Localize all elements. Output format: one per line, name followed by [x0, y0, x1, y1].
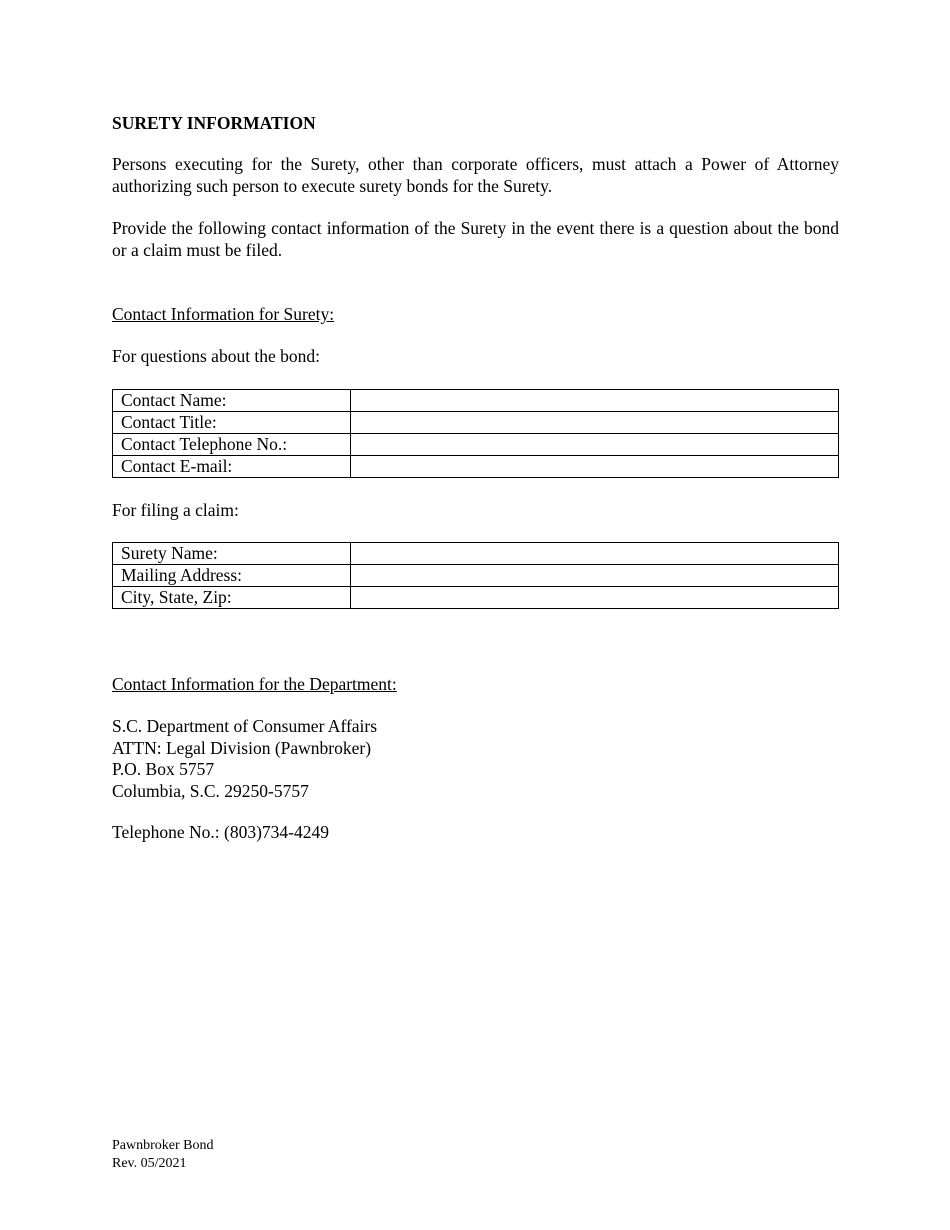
footer-form-name: Pawnbroker Bond: [112, 1138, 214, 1153]
contact-title-label: Contact Title:: [113, 412, 351, 434]
mailing-address-label: Mailing Address:: [113, 565, 351, 587]
claim-label: For filing a claim:: [112, 500, 239, 520]
department-contact-title: Contact Information for the Department:: [112, 674, 397, 694]
claim-filing-table: [112, 542, 839, 609]
contact-name-label: Contact Name:: [113, 390, 351, 412]
department-telephone: Telephone No.: (803)734-4249: [112, 822, 329, 842]
surety-name-label: Surety Name:: [113, 543, 351, 565]
bond-questions-table: [112, 389, 839, 478]
surety-name-field[interactable]: [351, 543, 839, 565]
surety-contact-title: Contact Information for Surety:: [112, 304, 335, 324]
table-row: [113, 456, 839, 478]
mailing-address-field[interactable]: [351, 565, 839, 587]
provide-info-paragraph: Provide the following contact information of the Surety in the event there is a question about the bond or a claim must be filed.: [112, 218, 839, 260]
table-row: [113, 434, 839, 456]
contact-name-field[interactable]: [351, 390, 839, 412]
contact-telephone-label: Contact Telephone No.:: [113, 434, 351, 456]
address-line: S.C. Department of Consumer Affairs: [112, 716, 378, 736]
contact-email-label: Contact E-mail:: [113, 456, 351, 478]
contact-telephone-field[interactable]: [351, 434, 839, 456]
footer-revision: Rev. 05/2021: [112, 1156, 187, 1171]
table-row: [113, 565, 839, 587]
table-row: [113, 543, 839, 565]
page-title: SURETY INFORMATION: [112, 113, 316, 133]
address-line: Columbia, S.C. 29250-5757: [112, 780, 309, 801]
table-row: [113, 390, 839, 412]
address-line: ATTN: Legal Division (Pawnbroker): [112, 737, 372, 758]
footer: [112, 1137, 214, 1173]
questions-label: For questions about the bond:: [112, 346, 321, 366]
city-state-zip-field[interactable]: [351, 587, 839, 609]
power-of-attorney-paragraph: Persons executing for the Surety, other than corporate officers, must attach a Power of Attorney authorizing such person to execute surety bonds for the Surety.: [112, 154, 839, 196]
department-address: [112, 716, 377, 802]
contact-email-field[interactable]: [351, 456, 839, 478]
city-state-zip-label: City, State, Zip:: [113, 587, 351, 609]
address-line: P.O. Box 5757: [112, 759, 215, 779]
table-row: [113, 587, 839, 609]
contact-title-field[interactable]: [351, 412, 839, 434]
table-row: [113, 412, 839, 434]
